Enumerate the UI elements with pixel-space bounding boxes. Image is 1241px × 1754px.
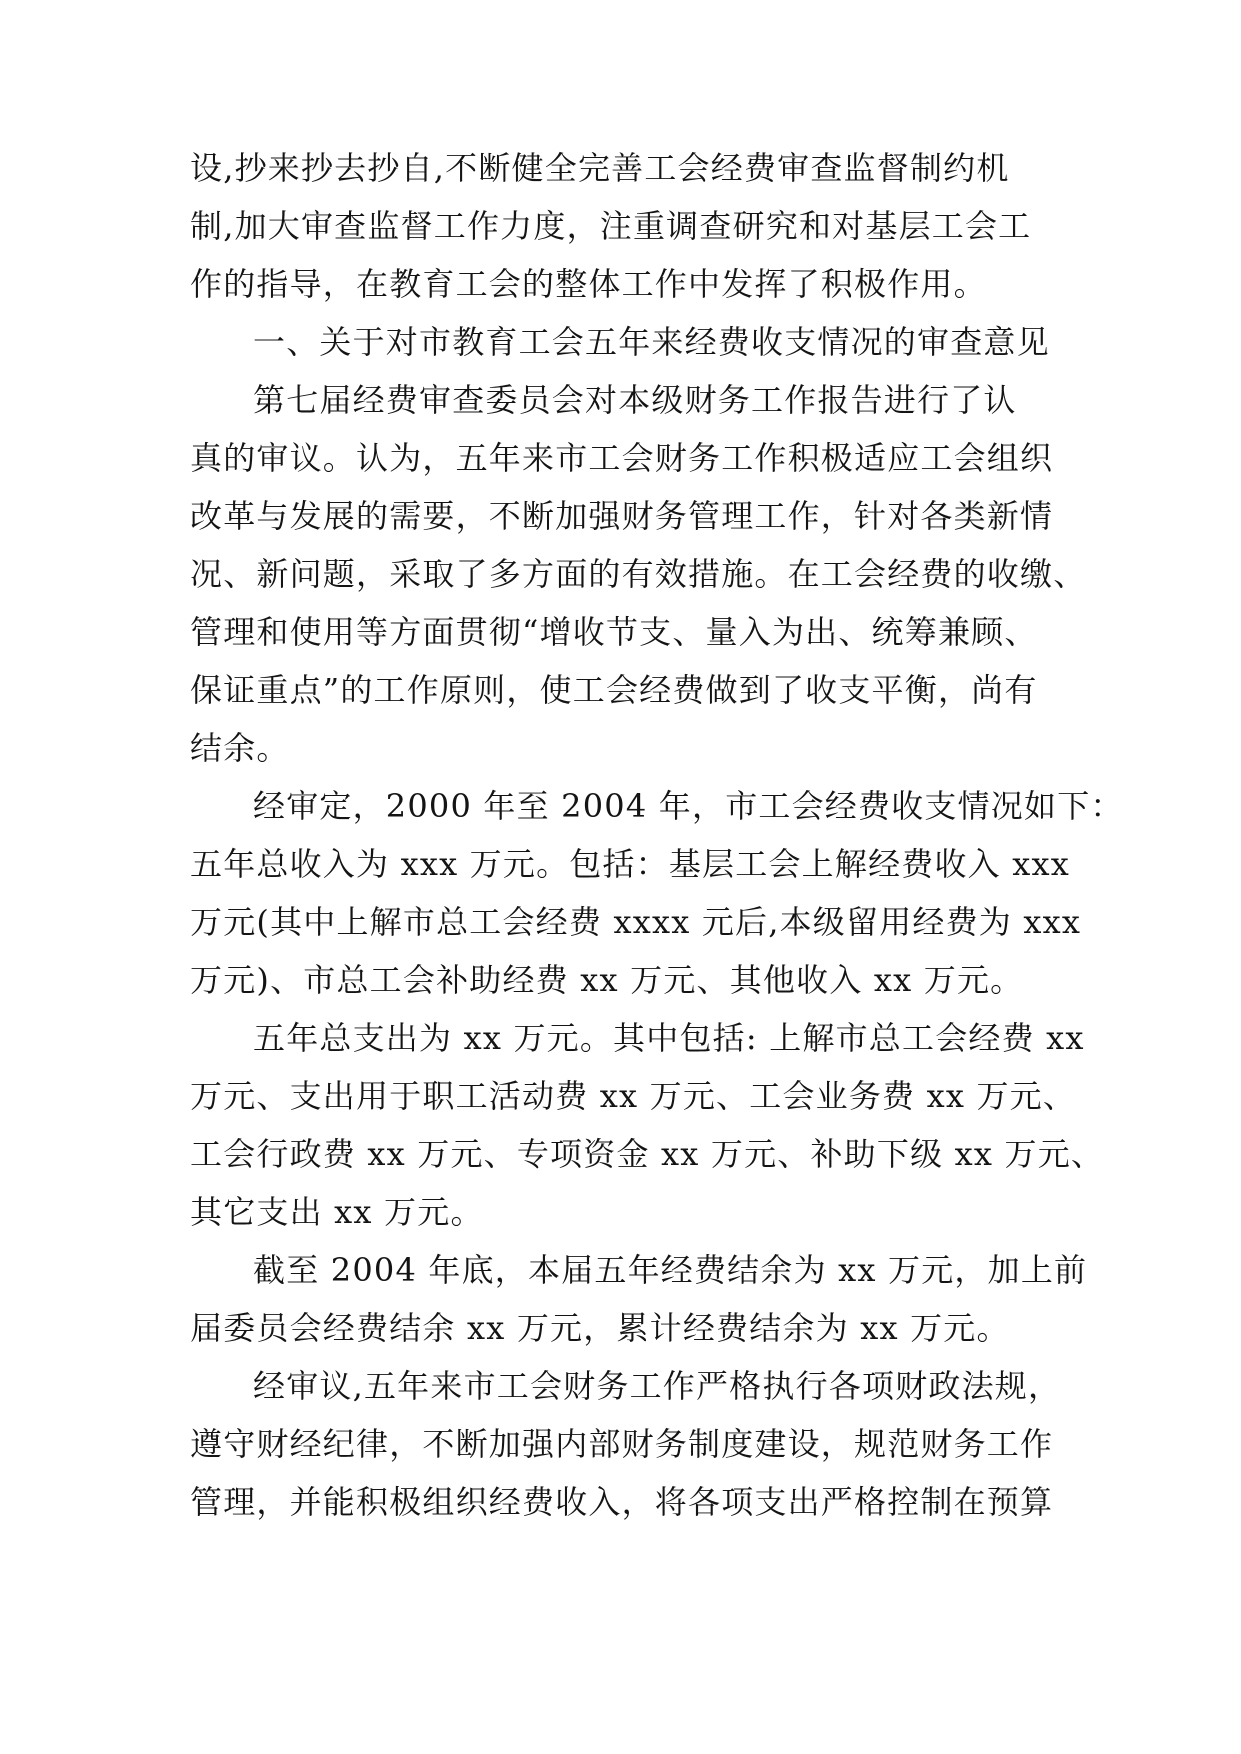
- text-line: 况、新问题，采取了多方面的有效措施。在工会经费的收缴、: [190, 555, 1087, 593]
- text-line: 结余。: [190, 729, 290, 767]
- text-line: 管理和使用等方面贯彻“增收节支、量入为出、统筹兼顾、: [190, 613, 1038, 651]
- text-line: 制,加大审查监督工作力度，注重调查研究和对基层工会工: [190, 207, 1032, 245]
- text-line: 五年总收入为 xxx 万元。包括：基层工会上解经费收入 xxx: [190, 845, 1070, 883]
- text-line: 五年总支出为 xx 万元。其中包括: 上解市总工会经费 xx: [253, 1019, 1085, 1057]
- text-line: 作的指导，在教育工会的整体工作中发挥了积极作用。: [190, 265, 987, 303]
- text-line: 管理，并能积极组织经费收入，将各项支出严格控制在预算: [190, 1483, 1054, 1521]
- text-line: 第七届经费审查委员会对本级财务工作报告进行了认: [253, 381, 1017, 419]
- text-line: 真的审议。认为，五年来市工会财务工作积极适应工会组织: [190, 439, 1054, 477]
- text-line: 其它支出 xx 万元。: [190, 1193, 484, 1231]
- text-line: 遵守财经纪律，不断加强内部财务制度建设，规范财务工作: [190, 1425, 1054, 1463]
- text-line: 万元(其中上解市总工会经费 xxxx 元后,本级留用经费为 xxx: [190, 903, 1082, 941]
- text-line: 届委员会经费结余 xx 万元，累计经费结余为 xx 万元。: [190, 1309, 1010, 1347]
- text-line: 经审定，2000 年至 2004 年，市工会经费收支情况如下：: [253, 787, 1124, 825]
- text-line: 经审议,五年来市工会财务工作严格执行各项财政法规，: [253, 1367, 1062, 1405]
- text-line: 万元)、市总工会补助经费 xx 万元、其他收入 xx 万元。: [190, 961, 1024, 999]
- text-line: 设,抄来抄去抄自,不断健全完善工会经费审查监督制约机: [190, 149, 1010, 187]
- text-line: 截至 2004 年底，本届五年经费结余为 xx 万元，加上前: [253, 1251, 1088, 1289]
- text-line: 万元、支出用于职工活动费 xx 万元、工会业务费 xx 万元、: [190, 1077, 1077, 1115]
- section-heading: 一、关于对市教育工会五年来经费收支情况的审查意见: [253, 323, 1050, 361]
- text-line: 改革与发展的需要，不断加强财务管理工作，针对各类新情: [190, 497, 1054, 535]
- text-line: 工会行政费 xx 万元、专项资金 xx 万元、补助下级 xx 万元、: [190, 1135, 1105, 1173]
- text-line: 保证重点”的工作原则，使工会经费做到了收支平衡，尚有: [190, 671, 1038, 709]
